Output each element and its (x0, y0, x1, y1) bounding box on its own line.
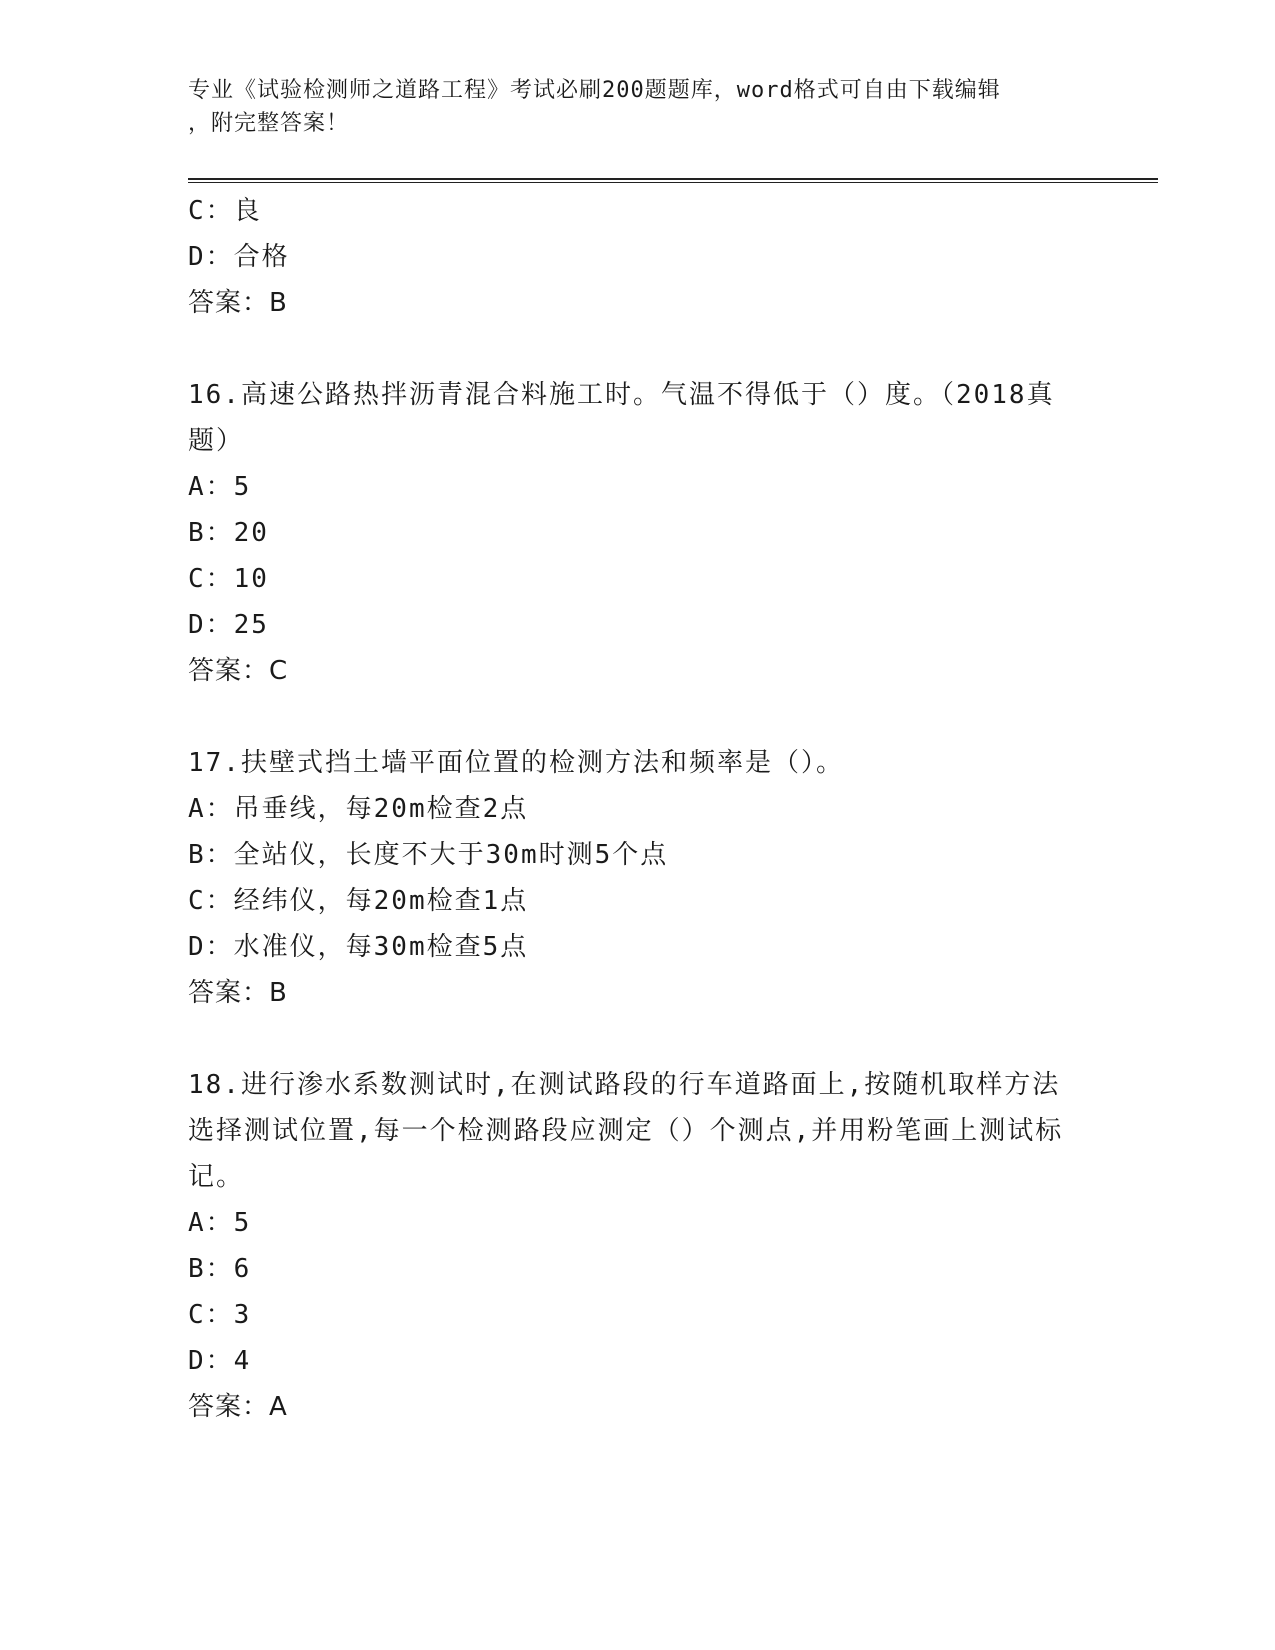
option-d: D：25 (188, 610, 269, 640)
answer-label: 答案：B (188, 978, 288, 1008)
question-spacer (188, 1016, 1088, 1062)
option-c: C：良 (188, 196, 262, 226)
option-d: D：水准仪，每30m检查5点 (188, 932, 529, 962)
question-text: 16.高速公路热拌沥青混合料施工时。气温不得低于（）度。（2018真题） (188, 380, 1055, 456)
header-line-1: 专业《试验检测师之道路工程》考试必刷200题题库，word格式可自由下载编辑 (188, 78, 1001, 103)
question-spacer (188, 694, 1088, 740)
question-text: 17.扶壁式挡土墙平面位置的检测方法和频率是（）。 (188, 748, 844, 778)
option-b: B：6 (188, 1254, 252, 1284)
question-18 (188, 1062, 1088, 1430)
answer-label: 答案：C (188, 656, 289, 686)
question-spacer (188, 326, 1088, 372)
option-c: C：10 (188, 564, 269, 594)
option-d: D：合格 (188, 242, 290, 272)
question-16 (188, 372, 1088, 694)
option-c: C：经纬仪，每20m检查1点 (188, 886, 529, 916)
header-line-2: ，附完整答案！ (188, 111, 350, 136)
option-c: C：3 (188, 1300, 252, 1330)
question-list (188, 188, 1088, 1430)
option-b: B：20 (188, 518, 269, 548)
option-d: D：4 (188, 1346, 252, 1376)
question-text: 18.进行渗水系数测试时,在测试路段的行车道路面上,按随机取样方法选择测试位置,每一个检测路段应测定（）个测点,并用粉笔画上测试标记。 (188, 1070, 1064, 1192)
answer-label: 答案：B (188, 288, 288, 318)
question-17 (188, 740, 1088, 1016)
option-b: B：全站仪，长度不大于30m时测5个点 (188, 840, 669, 870)
option-a: A：吊垂线，每20m检查2点 (188, 794, 529, 824)
question-15-tail (188, 188, 1088, 326)
option-a: A：5 (188, 472, 252, 502)
document-header (188, 74, 1068, 140)
option-a: A：5 (188, 1208, 252, 1238)
header-divider (188, 178, 1158, 183)
answer-label: 答案：A (188, 1392, 288, 1422)
